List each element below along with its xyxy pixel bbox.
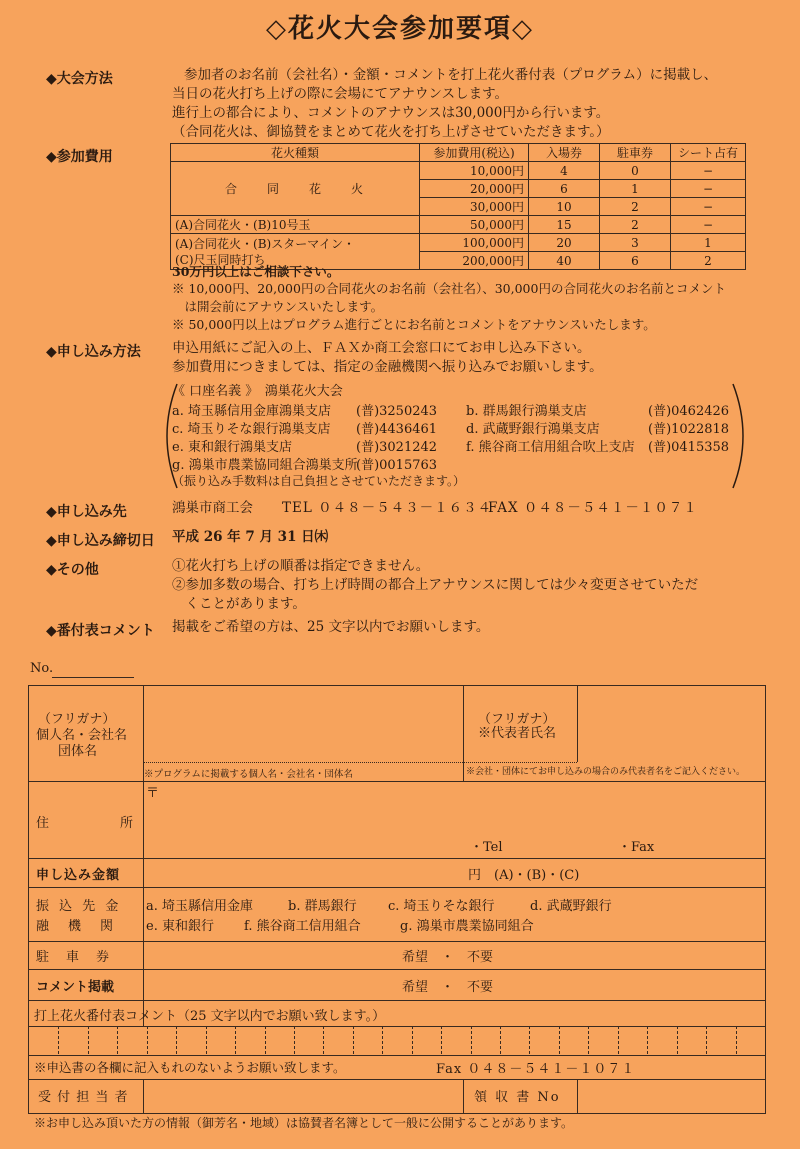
section-label-fee: ◆参加費用 <box>46 149 113 165</box>
fee-header: 花火種類 <box>171 144 420 162</box>
fee-ticket: 10 <box>529 198 600 216</box>
bank-option-e[interactable]: e. 東和銀行 <box>146 919 214 934</box>
name-label-group: 団体名 <box>58 744 98 759</box>
bank-name: a. 埼玉縣信用金庫鴻巣支店 <box>172 404 332 419</box>
receiver-input[interactable] <box>144 1080 462 1110</box>
bank-name: d. 武蔵野銀行鴻巣支店 <box>466 422 600 437</box>
fee-price: 100,000円 <box>420 234 529 252</box>
bank-option-a[interactable]: a. 埼玉縣信用金庫 <box>146 899 254 914</box>
section-label-deadline: ◆申し込み締切日 <box>46 533 155 549</box>
fee-note-line: は開会前にアナウンスいたします。 <box>172 299 384 314</box>
comment-publish-choice[interactable]: 希望 ・ 不要 <box>402 980 494 995</box>
table-row <box>171 234 746 252</box>
fee-seat: − <box>671 180 746 198</box>
postal-mark: 〒 <box>146 786 160 801</box>
fee-type-line: (C)尺玉同時打ち <box>175 252 266 267</box>
fax-label: ・Fax <box>618 840 655 855</box>
destination-fax: FAX ０４８－５４１－１０７１ <box>488 500 698 516</box>
name-note: ※プログラムに掲載する個人名・会社名・団体名 <box>144 769 353 780</box>
receipt-input[interactable] <box>578 1080 762 1110</box>
fee-price: 10,000円 <box>420 162 529 180</box>
comment-grid-divider <box>382 1026 383 1054</box>
comment-grid-divider <box>117 1026 118 1054</box>
other-line: ②参加多数の場合、打ち上げ時間の都合上アナウンスに関しては少々変更させていただ <box>172 577 699 593</box>
fee-consult-note: 30万円以上はご相談下さい。 <box>172 264 340 279</box>
comment-grid-divider <box>58 1026 59 1054</box>
amount-input[interactable] <box>144 860 464 884</box>
fee-parking: 1 <box>600 180 671 198</box>
bank-name: e. 東和銀行鴻巣支店 <box>172 440 292 455</box>
apply-text <box>172 339 603 377</box>
bank-option-f[interactable]: f. 熊谷商工信用組合 <box>244 919 361 934</box>
section-label-comment: ◆番付表コメント <box>46 623 155 639</box>
furigana-label: （フリガナ） <box>38 712 116 727</box>
fee-header: 入場券 <box>529 144 600 162</box>
bank-option-b[interactable]: b. 群馬銀行 <box>288 899 357 914</box>
fee-ticket: 4 <box>529 162 600 180</box>
comment-grid-divider <box>176 1026 177 1054</box>
method-line: 進行上の都合により、コメントのアナウンスは30,000円から行います。 <box>172 105 610 121</box>
section-label-method: ◆大会方法 <box>46 71 113 87</box>
fee-header: 参加費用(税込) <box>420 144 529 162</box>
section-label-other: ◆その他 <box>46 562 99 578</box>
comment-grid-divider <box>736 1026 737 1054</box>
other-line: ①花火打ち上げの順番は指定できません。 <box>172 558 430 574</box>
fee-type: 合 同 花 火 <box>171 162 420 216</box>
destination-tel: TEL ０４８－５４３－１６３４ <box>282 500 493 516</box>
parking-choice[interactable]: 希望 ・ 不要 <box>402 950 494 965</box>
comment-publish-label: コメント掲載 <box>36 980 115 995</box>
form-number-field[interactable] <box>52 677 134 678</box>
fee-ticket: 6 <box>529 180 600 198</box>
apply-line: 申込用紙にご記入の上、ＦＡＸか商工会窓口にてお申し込み下さい。 <box>172 340 591 356</box>
comment-grid-divider <box>471 1026 472 1054</box>
program-comment-label: 打上花火番付表コメント（25 文字以内でお願い致します。） <box>34 1009 386 1024</box>
bank-name: f. 熊谷商工信用組合吹上支店 <box>466 440 635 455</box>
fee-note-line: ※ 10,000円、20,000円の合同花火のお名前（会社名）、30,000円の合同花火のお名前とコメント <box>172 281 726 296</box>
rep-note: ※会社・団体にてお申し込みの場合のみ代表者名をご記入ください。 <box>466 767 746 777</box>
amount-label: 申し込み金額 <box>36 868 121 883</box>
section-label-apply: ◆申し込み方法 <box>46 344 141 360</box>
fee-ticket: 20 <box>529 234 600 252</box>
bank-account: (普)0415358 <box>648 440 730 455</box>
fee-price: 200,000円 <box>420 252 529 270</box>
comment-grid-divider <box>88 1026 89 1054</box>
comment-grid-divider <box>559 1026 560 1054</box>
table-row <box>171 162 746 180</box>
fee-seat: − <box>671 198 746 216</box>
fee-seat: 1 <box>671 234 746 252</box>
address-label: 住 所 <box>36 816 135 831</box>
bank-option-c[interactable]: c. 埼玉りそな銀行 <box>388 899 495 914</box>
name-label: 個人名・会社名 <box>36 728 128 743</box>
comment-grid-divider <box>677 1026 678 1054</box>
method-line: （合同花火は、御協賛をまとめて花火を打ち上げさせていただきます。） <box>172 124 610 140</box>
fee-parking: 6 <box>600 252 671 270</box>
comment-grid-divider <box>235 1026 236 1054</box>
comment-grid-divider <box>323 1026 324 1054</box>
comment-grid-divider <box>206 1026 207 1054</box>
fee-price: 50,000円 <box>420 216 529 234</box>
fee-notes <box>172 280 726 334</box>
fee-price: 30,000円 <box>420 198 529 216</box>
fee-seat: − <box>671 162 746 180</box>
bank-account: (普)0462426 <box>648 404 730 419</box>
bank-account: (普)3250243 <box>356 404 438 419</box>
table-row <box>171 216 746 234</box>
method-line: 当日の花火打ち上げの際に会場にてアナウンスします。 <box>172 86 509 102</box>
other-text <box>172 557 698 614</box>
bank-label-2: 融 機 関 <box>36 919 117 934</box>
fee-table <box>170 143 746 270</box>
amount-unit[interactable]: 円 (A)・(B)・(C) <box>468 868 580 883</box>
comment-grid-divider <box>706 1026 707 1054</box>
fee-parking: 2 <box>600 198 671 216</box>
section-label-destination: ◆申し込み先 <box>46 504 127 520</box>
comment-grid-divider <box>529 1026 530 1054</box>
transfer-fee-note: （振り込み手数料は自己負担とさせていただきます。） <box>172 474 466 488</box>
bank-account: (普)4436461 <box>356 422 438 437</box>
fee-parking: 2 <box>600 216 671 234</box>
name-input[interactable] <box>144 688 462 762</box>
rep-name-input[interactable] <box>578 688 762 762</box>
comment-grid-divider <box>265 1026 266 1054</box>
method-text <box>172 66 717 142</box>
bank-name: g. 鴻巣市農業協同組合鴻巣支所 <box>172 458 358 473</box>
bank-account: (普)3021242 <box>356 440 438 455</box>
parking-label: 駐 車 券 <box>36 950 112 965</box>
comment-grid-divider <box>147 1026 148 1054</box>
address-input[interactable] <box>144 782 762 856</box>
bank-account: (普)1022818 <box>648 422 730 437</box>
comment-grid-divider <box>412 1026 413 1054</box>
account-title: 《 口座名義 》 鴻巣花火大会 <box>172 384 343 399</box>
fee-type-line: (A)合同花火・(B)スターマイン・ <box>175 236 355 251</box>
bank-option-g[interactable]: g. 鴻巣市農業協同組合 <box>400 919 534 934</box>
fee-seat: − <box>671 216 746 234</box>
comment-text: 掲載をご希望の方は、25 文字以内でお願いします。 <box>172 619 490 635</box>
bank-option-d[interactable]: d. 武蔵野銀行 <box>530 899 612 914</box>
comment-grid-divider <box>353 1026 354 1054</box>
receiver-label: 受 付 担 当 者 <box>38 1090 129 1105</box>
bank-name: c. 埼玉りそな銀行鴻巣支店 <box>172 422 331 437</box>
bank-label: 振 込 先 金 <box>36 899 122 914</box>
bank-name: b. 群馬銀行鴻巣支店 <box>466 404 587 419</box>
fee-header: シート占有 <box>671 144 746 162</box>
rep-furigana-label: （フリガナ） <box>478 712 556 727</box>
comment-grid-divider <box>294 1026 295 1054</box>
other-line: くことがあります。 <box>172 596 306 612</box>
comment-grid-divider <box>441 1026 442 1054</box>
page-title: ◇花火大会参加要項◇ <box>266 14 534 44</box>
receipt-label: 領 収 書 No <box>474 1090 561 1105</box>
fee-type: (A)合同花火・(B)10号玉 <box>171 216 420 234</box>
fee-parking: 3 <box>600 234 671 252</box>
tel-label: ・Tel <box>470 840 503 855</box>
fee-ticket: 15 <box>529 216 600 234</box>
form-instruction: ※申込書の各欄に記入もれのないようお願い致します。 <box>34 1060 346 1075</box>
form-number-label: No. <box>30 661 54 676</box>
destination-name: 鴻巣市商工会 <box>172 500 253 516</box>
form-fax-number: Fax ０４８－５４１－１０７１ <box>436 1062 636 1077</box>
footer-note: ※お申し込み頂いた方の情報（御芳名・地域）は協賛者名簿として一般に公開することがあります。 <box>34 1116 574 1130</box>
comment-grid-divider <box>500 1026 501 1054</box>
comment-grid-divider <box>647 1026 648 1054</box>
apply-line: 参加費用につきましては、指定の金融機関へ振り込みでお願いします。 <box>172 359 603 375</box>
fee-parking: 0 <box>600 162 671 180</box>
fee-note-line: ※ 50,000円以上はプログラム進行ごとにお名前とコメントをアナウンスいたします。 <box>172 317 656 332</box>
deadline-date: 平成 26 年 7 月 31 日㈭ <box>172 529 329 545</box>
method-line: 参加者のお名前（会社名）・金額・コメントを打上花火番付表（プログラム）に掲載し、 <box>184 67 718 83</box>
fee-ticket: 40 <box>529 252 600 270</box>
fee-header: 駐車券 <box>600 144 671 162</box>
comment-grid-divider <box>618 1026 619 1054</box>
comment-grid-divider <box>588 1026 589 1054</box>
fee-seat: 2 <box>671 252 746 270</box>
bank-account: (普)0015763 <box>356 458 438 473</box>
fee-price: 20,000円 <box>420 180 529 198</box>
rep-name-label: ※代表者氏名 <box>478 726 557 741</box>
